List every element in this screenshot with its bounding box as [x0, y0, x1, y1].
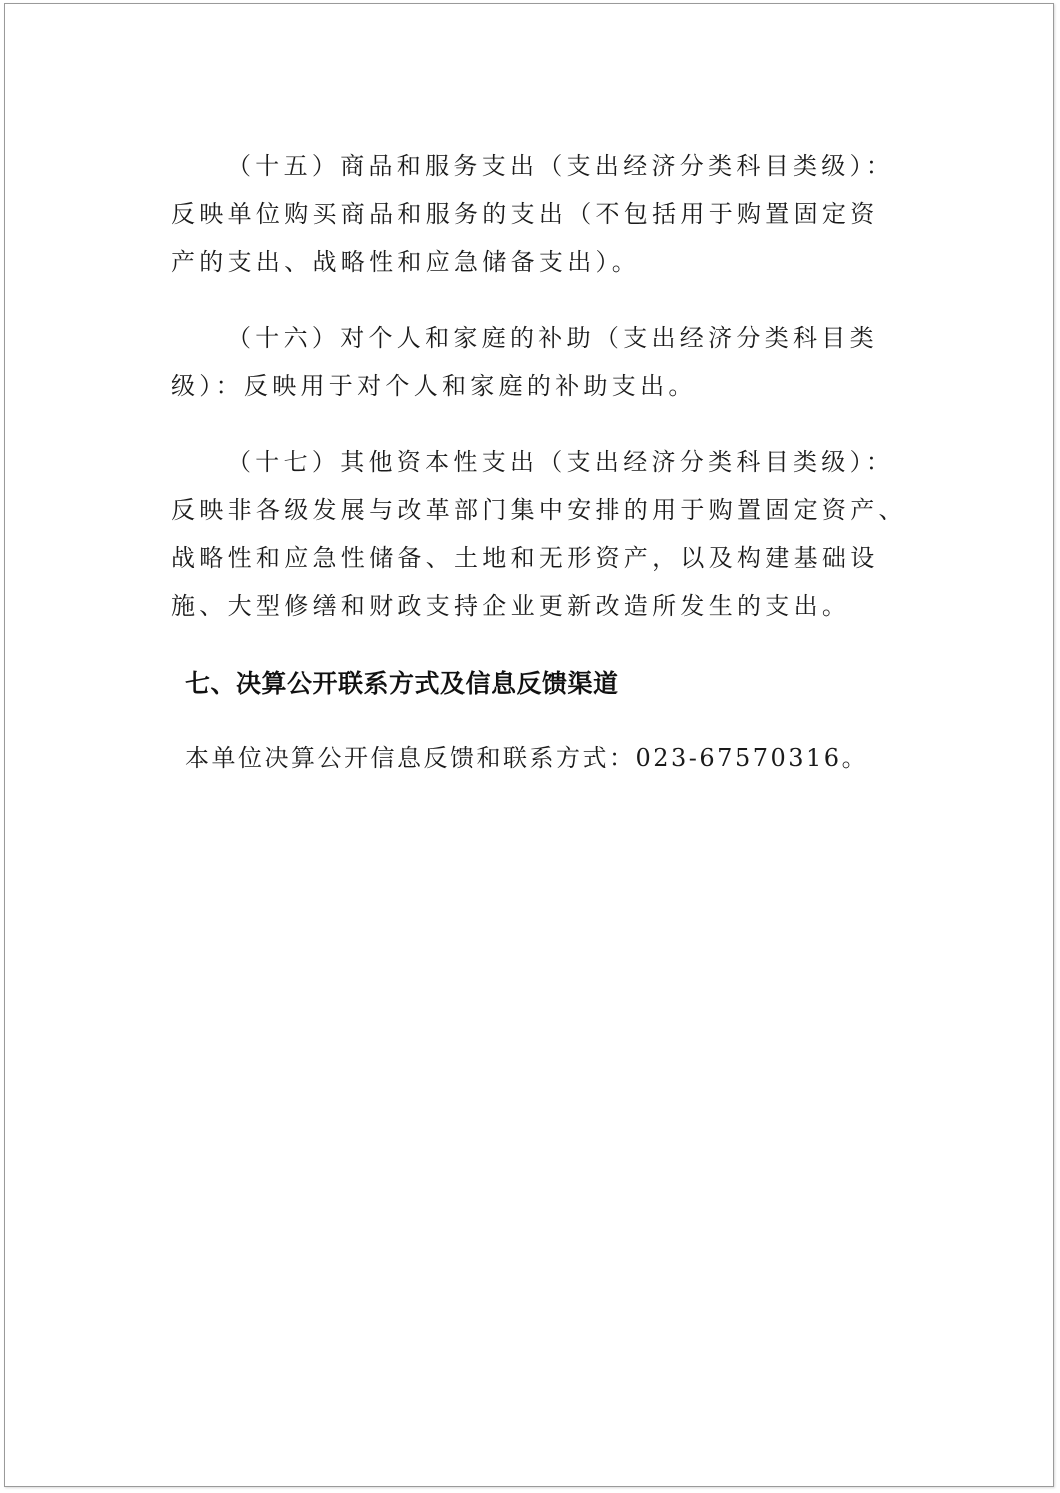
paragraph-line: 战略性和应急性储备、土地和无形资产，以及构建基础设: [171, 544, 879, 572]
paragraph-line: 产的支出、战略性和应急储备支出）。: [171, 248, 641, 276]
paragraph-line: 级）：反映用于对个人和家庭的补助支出。: [171, 372, 697, 400]
paragraph-line: （十六）对个人和家庭的补助（支出经济分类科目类: [227, 324, 878, 352]
section-heading-contact: 七、决算公开联系方式及信息反馈渠道: [185, 669, 619, 698]
paragraph-line: 反映非各级发展与改革部门集中安排的用于购置固定资产、: [171, 496, 907, 524]
paragraph-household-subsidies: [171, 314, 931, 410]
document-page: [4, 3, 1054, 1487]
paragraph-line: 施、大型修缮和财政支持企业更新改造所发生的支出。: [171, 592, 851, 620]
paragraph-line: （十五）商品和服务支出（支出经济分类科目类级）：: [227, 152, 895, 180]
paragraph-line: 反映单位购买商品和服务的支出（不包括用于购置固定资: [171, 200, 879, 228]
paragraph-other-capital-expenditure: [171, 438, 931, 630]
paragraph-goods-and-services-expenditure: [171, 142, 931, 286]
contact-info-text: 本单位决算公开信息反馈和联系方式：023-67570316。: [185, 744, 869, 772]
paragraph-line: （十七）其他资本性支出（支出经济分类科目类级）：: [227, 448, 895, 476]
